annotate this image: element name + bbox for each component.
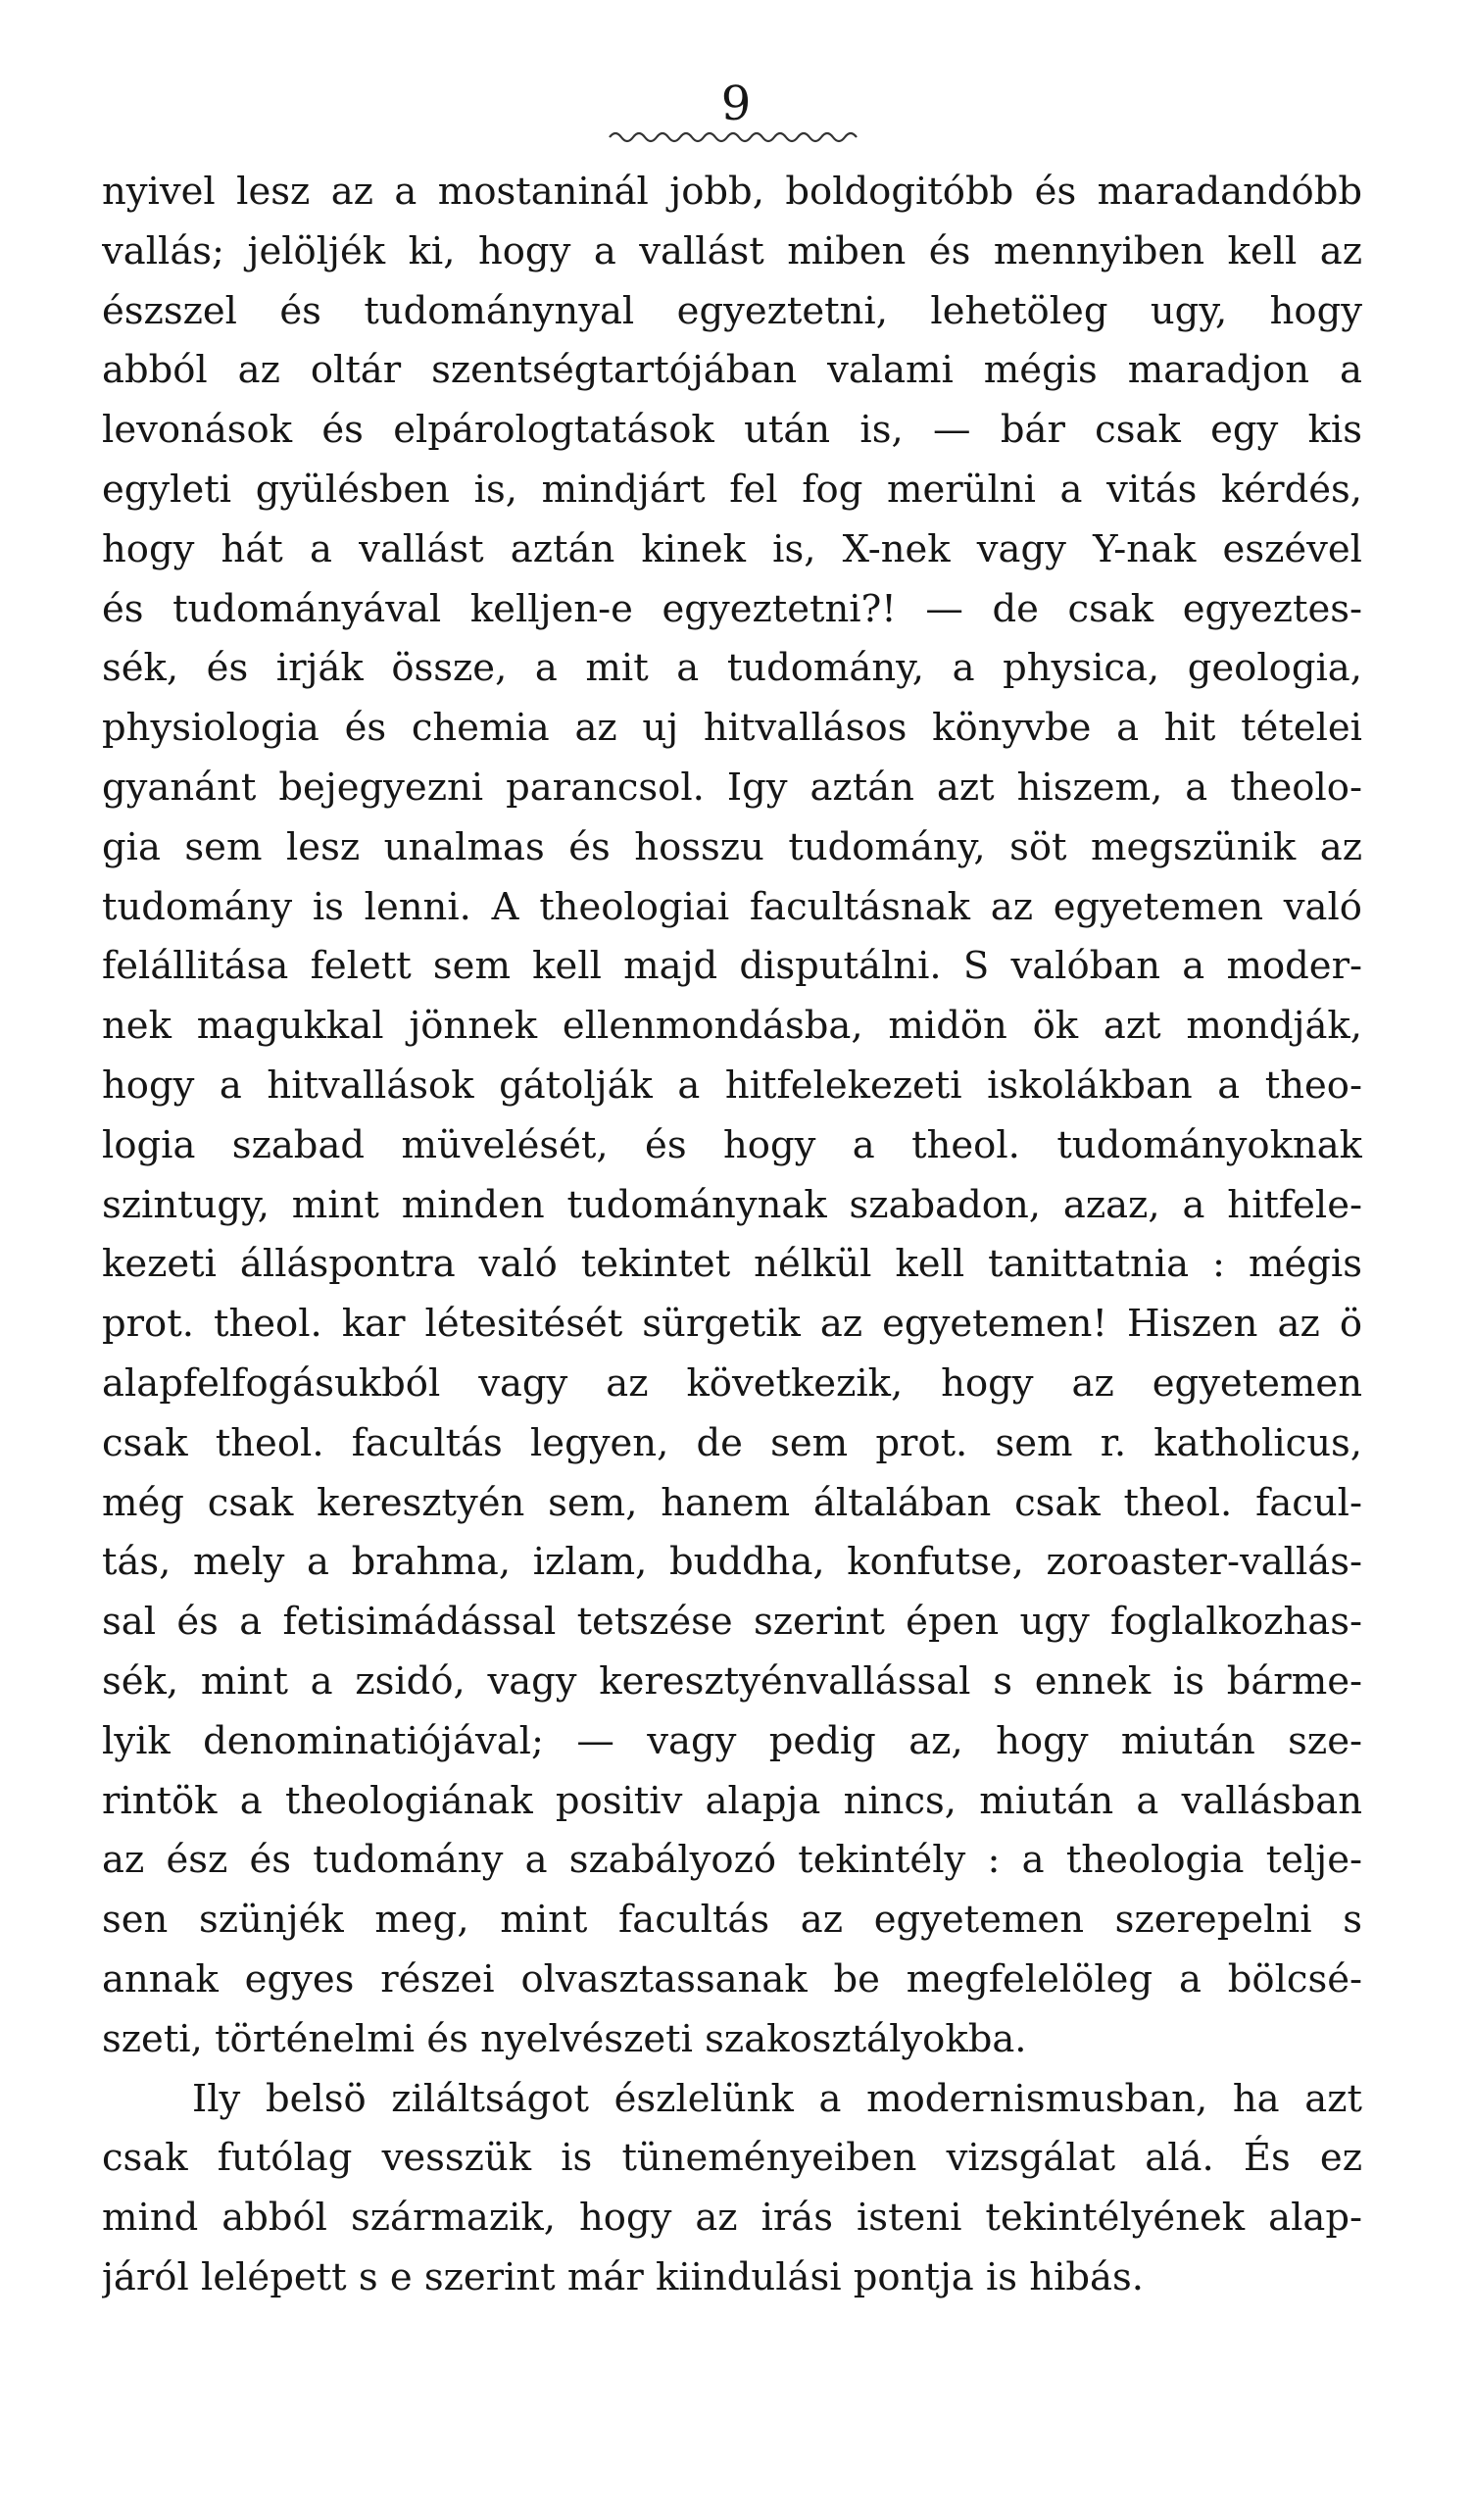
text-line: vallás; jelöljék ki, hogy a vallást miben és mennyiben kell az bbox=[102, 228, 1362, 273]
text-line: mind abból származik, hogy az irás isteni tekintélyének alap- bbox=[102, 2196, 1362, 2241]
text-line: kezeti álláspontra való tekintet nélkül kell tanittatnia : mégis bbox=[102, 1242, 1362, 1287]
paragraph-end-line: járól lelépett s e szerint már kiindulási pontja is hibás. bbox=[102, 2254, 1144, 2299]
text-line: az ész és tudomány a szabályozó tekintély : a theologia telje- bbox=[102, 1838, 1362, 1883]
text-line: sék, és irják össze, a mit a tudomány, a physica, geologia, bbox=[102, 646, 1362, 691]
ornament-rule bbox=[608, 124, 862, 153]
text-line: nyivel lesz az a mostaninál jobb, boldogitóbb és maradandóbb bbox=[102, 170, 1362, 214]
paragraph-start-line: Ily belsö ziláltságot észlelünk a modernismusban, ha azt bbox=[192, 2076, 1362, 2121]
body-text bbox=[102, 163, 1362, 2308]
text-line: gia sem lesz unalmas és hosszu tudomány, söt megszünik az bbox=[102, 824, 1362, 869]
text-line: tudomány is lenni. A theologiai facultásnak az egyetemen való bbox=[102, 884, 1362, 929]
text-line: szintugy, mint minden tudománynak szabadon, azaz, a hitfele- bbox=[102, 1182, 1362, 1227]
text-line: észszel és tudománynyal egyeztetni, lehetöleg ugy, hogy bbox=[102, 288, 1362, 333]
text-line: még csak keresztyén sem, hanem általában csak theol. facul- bbox=[102, 1480, 1362, 1525]
text-line: abból az oltár szentségtartójában valami mégis maradjon a bbox=[102, 348, 1362, 393]
text-line: levonások és elpárologtatások után is, — bár csak egy kis bbox=[102, 408, 1362, 453]
page-number: 9 bbox=[720, 76, 752, 131]
text-line: tás, mely a brahma, izlam, buddha, konfutse, zoroaster-vallás- bbox=[102, 1540, 1362, 1585]
text-line: physiologia és chemia az uj hitvallásos könyvbe a hit tételei bbox=[102, 706, 1362, 751]
text-line: rintök a theologiának positiv alapja nincs, miután a vallásban bbox=[102, 1778, 1362, 1823]
text-line: sék, mint a zsidó, vagy keresztyénvallással s ennek is bárme- bbox=[102, 1658, 1362, 1704]
text-line: és tudományával kelljen-e egyeztetni?! — de csak egyeztes- bbox=[102, 586, 1362, 631]
text-line: hogy a hitvallások gátolják a hitfelekezeti iskolákban a theo- bbox=[102, 1062, 1362, 1108]
text-line: felállitása felett sem kell majd disputálni. S valóban a moder- bbox=[102, 944, 1362, 989]
text-line: sen szünjék meg, mint facultás az egyetemen szerepelni s bbox=[102, 1898, 1362, 1943]
text-line: hogy hát a vallást aztán kinek is, X-nek vagy Y-nak eszével bbox=[102, 526, 1362, 571]
text-line: logia szabad müvelését, és hogy a theol. tudományoknak bbox=[102, 1122, 1362, 1167]
text-line: prot. theol. kar létesitését sürgetik az egyetemen! Hiszen az ö bbox=[102, 1302, 1362, 1347]
text-line: annak egyes részei olvasztassanak be megfelelöleg a bölcsé- bbox=[102, 1956, 1362, 2001]
text-line: lyik denominatiójával; — vagy pedig az, hogy miután sze- bbox=[102, 1718, 1362, 1763]
paragraph-end-line: szeti, történelmi és nyelvészeti szakosztályokba. bbox=[102, 2016, 1027, 2061]
text-line: sal és a fetisimádással tetszése szerint épen ugy foglalkozhas- bbox=[102, 1600, 1362, 1645]
text-line: egyleti gyülésben is, mindjárt fel fog merülni a vitás kérdés, bbox=[102, 467, 1362, 512]
text-line: csak futólag vesszük is tüneményeiben vizsgálat alá. És ez bbox=[102, 2136, 1362, 2181]
text-line: alapfelfogásukból vagy az következik, hogy az egyetemen bbox=[102, 1360, 1362, 1406]
text-line: nek magukkal jönnek ellenmondásba, midön ök azt mondják, bbox=[102, 1004, 1362, 1049]
text-line: gyanánt bejegyezni parancsol. Igy aztán azt hiszem, a theolo- bbox=[102, 765, 1362, 810]
text-line: csak theol. facultás legyen, de sem prot. sem r. katholicus, bbox=[102, 1420, 1362, 1465]
